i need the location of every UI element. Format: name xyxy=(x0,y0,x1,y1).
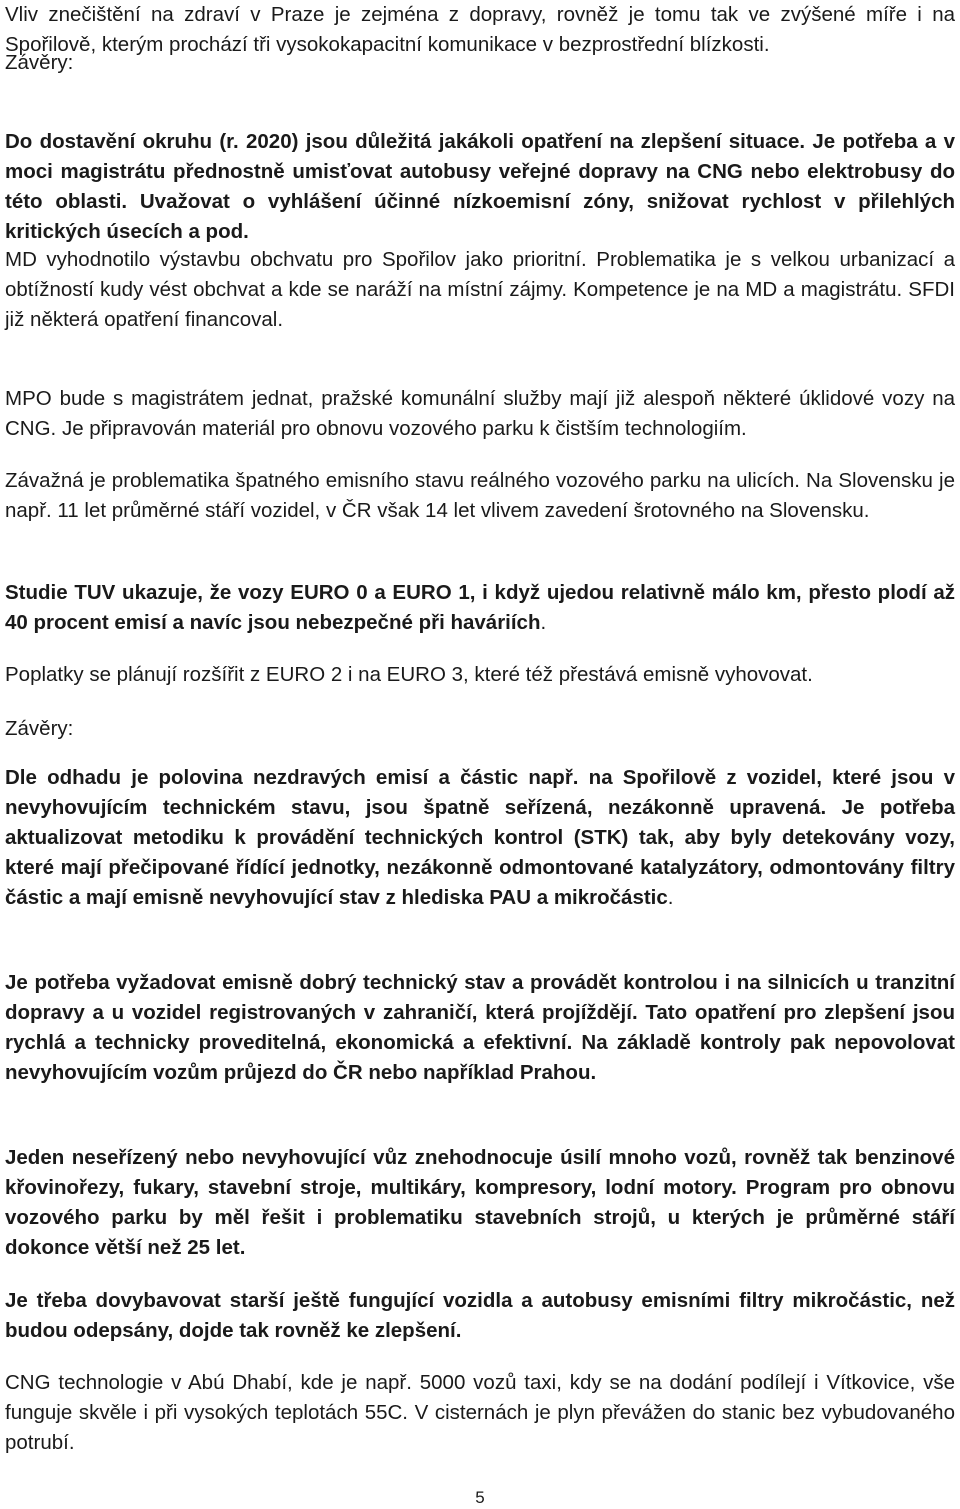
paragraph-mpo-cng: MPO bude s magistrátem jednat, pražské komunální služby mají již alespoň některé úklidové vozy na CNG. Je připravován materiál pro obnovu vozového parku k čistším technologiím. xyxy=(5,387,955,440)
tuv-study-bold-text: Studie TUV ukazuje, že vozy EURO 0 a EURO 1, i když ujedou relativně málo km, přesto plodí až 40 procent emisí a navíc jsou nebezpečné při haváriích xyxy=(5,581,955,634)
paragraph-emissions-estimate xyxy=(5,763,955,913)
paragraph-tuv-study xyxy=(5,578,955,638)
emissions-estimate-tail: . xyxy=(667,886,674,909)
paragraph-pollution-intro: Vliv znečištění na zdraví v Praze je zejména z dopravy, rovněž je tomu tak ve zvýšené míře i na Spořilově, kterým prochází tři vysokokapacitní komunikace v bezprostřední blízkosti. xyxy=(5,3,955,56)
emissions-estimate-bold-text: Dle odhadu je polovina nezdravých emisí a částic např. na Spořilově z vozidel, které jsou v nevyhovujícím technickém stavu, jsou špatně seřízená, nezákonně upravená. Je potřeba aktualizovat metodiku k provádění technických kontrol (STK) tak, aby byly detekovány vozy, které mají přečipované řídící jednotky, nezákonně odmontované katalyzátory, odmontovány filtry částic a mají emisně nevyhovující stav z hlediska PAU a mikročástic xyxy=(5,766,955,909)
paragraph-roadside-checks: Je potřeba vyžadovat emisně dobrý technický stav a provádět kontrolou i na silnicích u tranzitní dopravy a u vozidel registrovaných v zahraničí, která projíždějí. Tato opatření pro zlepšení jsou rychlá a technicky proveditelná, ekonomická a efektivní. Na základě kontroly pak nepovolovat nevyhovujícím vozům průjezd do ČR nebo například Prahou. xyxy=(5,971,955,1084)
section-heading-conclusions-1: Závěry: xyxy=(5,51,74,74)
section-heading-conclusions-2: Závěry: xyxy=(5,717,74,740)
paragraph-md-bypass: MD vyhodnotilo výstavbu obchvatu pro Spořilov jako prioritní. Problematika je s velkou urbanizací a obtížností kudy vést obchvat a kde se naráží na místní zájmy. Kompetence je na MD a magistrátu. SFDI již některá opatření financoval. xyxy=(5,248,955,331)
paragraph-single-vehicle-impact: Jeden neseřízený nebo nevyhovující vůz znehodnocuje úsilí mnoho vozů, rovněž tak benzinové křovinořezy, fukary, stavební stroje, multikáry, kompresory, lodní motory. Program pro obnovu vozového parku by měl řešit i problematiku stavebních strojů, u kterých je průměrné stáří dokonce větší než 25 let. xyxy=(5,1146,955,1259)
paragraph-retrofit-filters: Je třeba dovybavovat starší ještě fungující vozidla a autobusy emisními filtry mikročástic, než budou odepsány, dojde tak rovněž ke zlepšení. xyxy=(5,1289,955,1342)
paragraph-conclusions-measures: Do dostavění okruhu (r. 2020) jsou důležitá jakákoli opatření na zlepšení situace. Je potřeba a v moci magistrátu přednostně umisťovat autobusy veřejné dopravy na CNG nebo elektrobusy do této oblasti. Uvažovat o vyhlášení účinné nízkoemisní zóny, snižovat rychlost v přilehlých kritických úsecích a pod. xyxy=(5,130,955,243)
paragraph-cng-abu-dhabi: CNG technologie v Abú Dhabí, kde je např. 5000 vozů taxi, kdy se na dodání podílejí i Vítkovice, vše funguje skvěle i při vysokých teplotách 55C. V cisternách je plyn převážen do stanic bez vybudovaného potrubí. xyxy=(5,1371,955,1454)
tuv-study-tail: . xyxy=(540,611,547,634)
paragraph-fees-euro: Poplatky se plánují rozšířit z EURO 2 i na EURO 3, které též přestává emisně vyhovovat. xyxy=(5,663,813,686)
page-number: 5 xyxy=(475,1488,485,1507)
paragraph-fleet-age: Závažná je problematika špatného emisního stavu reálného vozového parku na ulicích. Na Slovensku je např. 11 let průměrné stáří vozidel, v ČR však 14 let vlivem zavedení šrotovného na Slovensku. xyxy=(5,469,955,522)
